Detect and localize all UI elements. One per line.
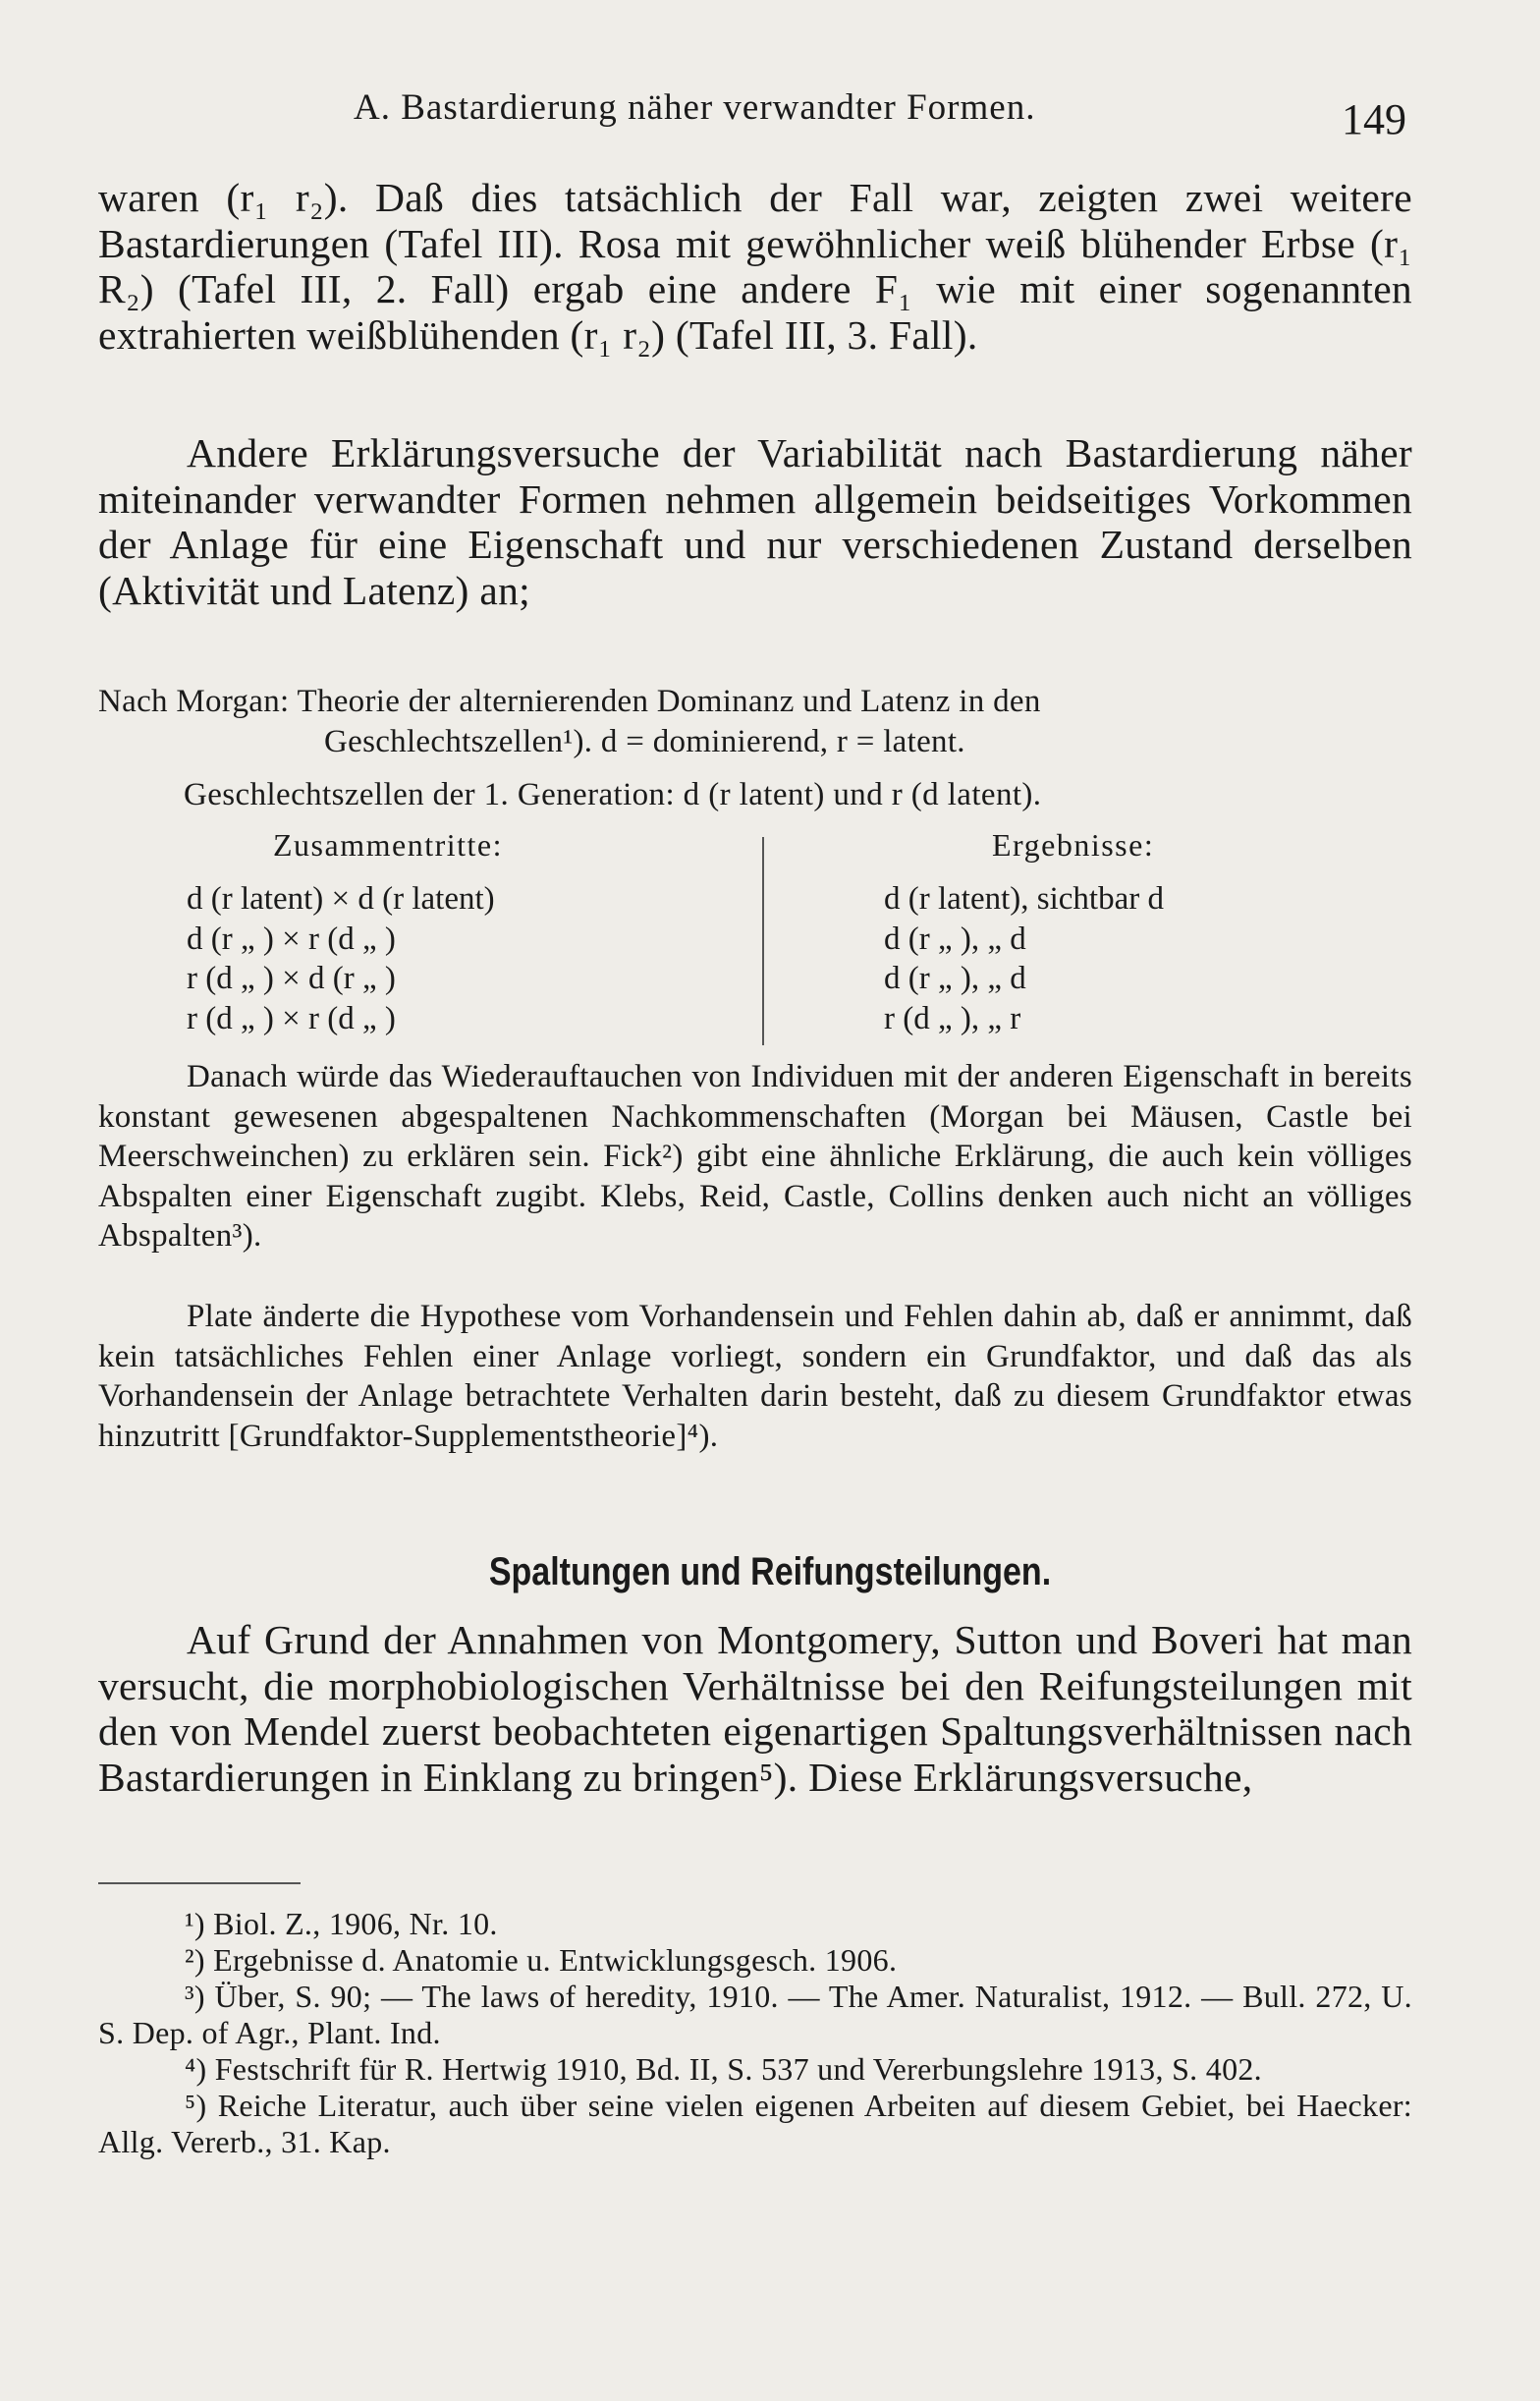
paragraph-1: waren (r₁ r₂). Daß dies tatsächlich der Fall war, zeigten zwei weitere Bastardierungen (Tafel III). Rosa mit gewöhnlicher weiß blühender Erbse (r₁ R₂) (Tafel III, 2. Fall) ergab eine andere F₁ wie mit einer sogenannten extrahierten weißblühenden (r₁ r₂) (Tafel III, 3. Fall). [98,175,1412,358]
result-row: d (r „ ), „ d [884,961,1026,996]
generation-line: Geschlechtszellen der 1. Generation: d (r latent) und r (d latent). [184,777,1042,812]
running-head: A. Bastardierung näher verwandter Formen. [354,87,1036,128]
page-number: 149 [1342,95,1406,143]
cross-row: d (r latent) × d (r latent) [187,881,495,917]
section-heading: Spaltungen und Reifungsteilungen. [488,1550,1052,1593]
result-row: d (r „ ), „ d [884,921,1026,957]
paragraph-4: Plate änderte die Hypothese vom Vorhandensein und Fehlen dahin ab, daß er annimmt, daß kein tatsächliches Fehlen einer Anlage vorliegt, sondern ein Grundfaktor, und daß das als Vorhandensein der Anlage betrachtete Verhalten darin besteht, daß zu diesem Grundfaktor etwas hinzutritt [Grundfaktor-Supplementstheorie]⁴). [98,1299,1412,1454]
cross-row: r (d „ ) × d (r „ ) [187,961,396,996]
crosses-header: Zusammentritte: [273,827,503,863]
morgan-theory [98,682,1412,761]
crosses-column [187,827,737,1040]
footnote: ¹) Biol. Z., 1906, Nr. 10. [185,1906,498,1941]
results-header: Ergebnisse: [992,827,1155,863]
footnote: ⁵) Reiche Literatur, auch über seine vielen eigenen Arbeiten auf diesem Gebiet, bei Haecker: Allg. Vererb., 31. Kap. [98,2088,1412,2159]
footnote: ³) Über, S. 90; — The laws of heredity, 1910. — The Amer. Naturalist, 1912. — Bull. 272, U. S. Dep. of Agr., Plant. Ind. [98,1979,1412,2050]
paragraph-2: Andere Erklärungsversuche der Variabilität nach Bastardierung näher miteinander verwandter Formen nehmen allgemein beidseitiges Vorkommen der Anlage für eine Eigenschaft und nur verschiedenen Zustand derselben (Aktivität und Latenz) an; [98,430,1412,613]
footnote-rule [98,1882,301,1884]
footnote: ⁴) Festschrift für R. Hertwig 1910, Bd. II, S. 537 und Vererbungslehre 1913, S. 402. [185,2051,1262,2087]
result-row: d (r latent), sichtbar d [884,881,1164,917]
morgan-line-1: Nach Morgan: Theorie der alternierenden Dominanz und Latenz in den [98,684,1041,719]
result-row: r (d „ ), „ r [884,1000,1021,1036]
paragraph-3: Danach würde das Wiederauftauchen von Individuen mit der anderen Eigenschaft in bereits konstant gewesenen abgespaltenen Nachkommenschaften (Morgan bei Mäusen, Castle bei Meerschweinchen) zu erklären sein. Fick²) gibt eine ähnliche Erklärung, die auch kein völliges Abspalten einer Eigenschaft zugibt. Klebs, Reid, Castle, Collins denken auch nicht an völliges Abspalten³). [98,1059,1412,1254]
footnotes [98,1906,1412,2160]
cross-row: d (r „ ) × r (d „ ) [187,921,396,957]
paragraph-5: Auf Grund der Annahmen von Montgomery, Sutton und Boveri hat man versucht, die morphobiologischen Verhältnisse bei den Reifungsteilungen mit den von Mendel zuerst beobachteten eigenartigen Spaltungsverhältnissen nach Bastardierungen in Einklang zu bringen⁵). Diese Erklärungsversuche, [98,1617,1412,1800]
morgan-line-2: Geschlechtszellen¹). d = dominierend, r = latent. [324,723,965,759]
cross-row: r (d „ ) × r (d „ ) [187,1000,396,1036]
column-divider [762,837,764,1045]
results-column [884,827,1414,1040]
footnote: ²) Ergebnisse d. Anatomie u. Entwicklungsgesch. 1906. [185,1942,898,1978]
